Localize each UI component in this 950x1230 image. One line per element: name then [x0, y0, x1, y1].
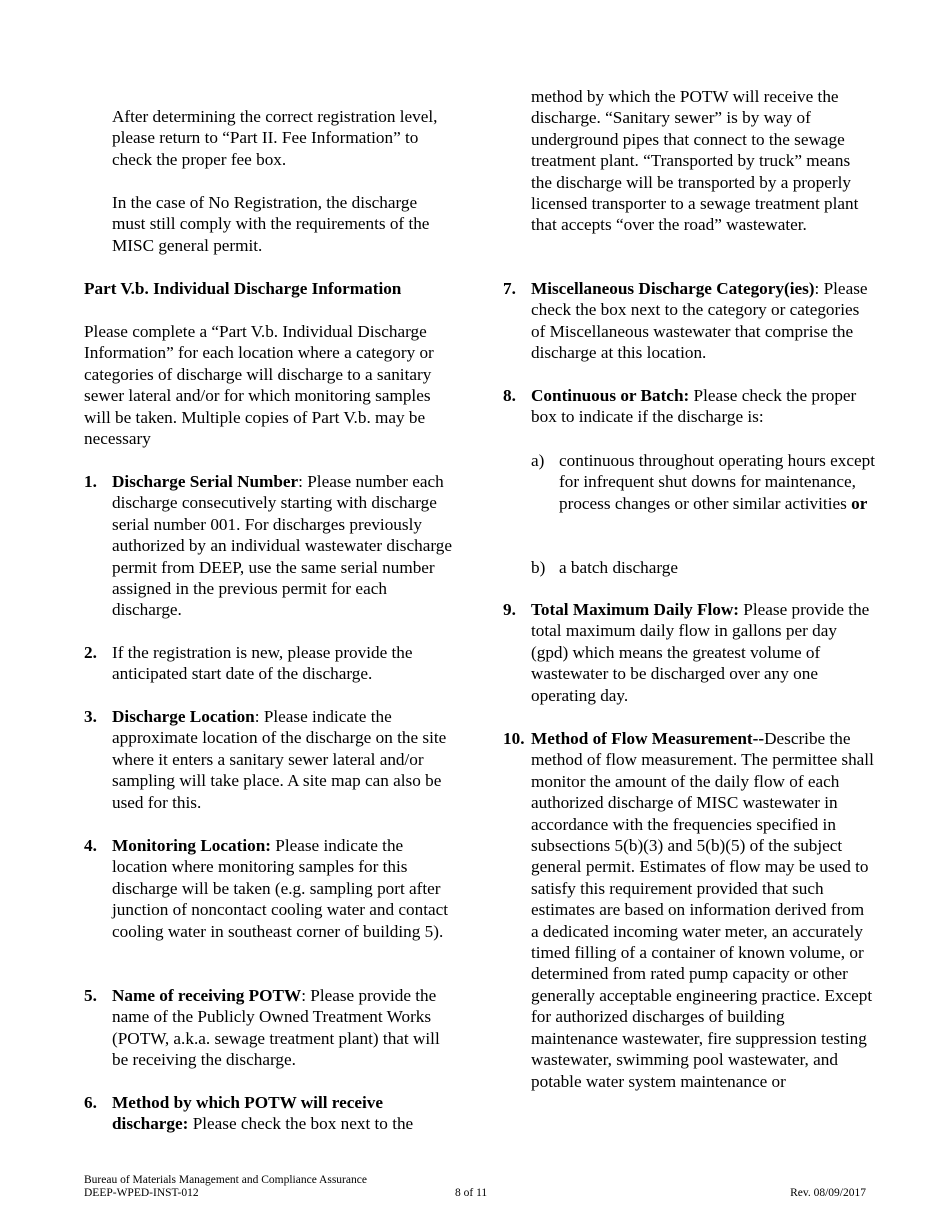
list-item-3	[84, 706, 454, 813]
item-text: : Please indicate the approximate location of the discharge on the site where it enters a sanitary sewer lateral and/or sampling will take place. A site map can also be used for this.	[112, 707, 447, 812]
item-title: Discharge Location	[112, 707, 255, 726]
footer-revision: Rev. 08/09/2017	[790, 1187, 866, 1199]
item-number: 2.	[84, 643, 97, 662]
item-title: Miscellaneous Discharge Category(ies)	[531, 279, 815, 298]
item-number: 3.	[84, 707, 97, 726]
item-title: Method of Flow Measurement--	[531, 729, 765, 748]
item-number: 9.	[503, 600, 516, 619]
footer-bureau: Bureau of Materials Management and Compliance Assurance	[84, 1174, 367, 1186]
item-title: Monitoring Location:	[112, 836, 271, 855]
item-number: 5.	[84, 986, 97, 1005]
list-item-10	[503, 728, 875, 1092]
list-item-9	[503, 599, 875, 706]
sub-item-text: continuous throughout operating hours except for infrequent shut downs for maintenance, process changes or other similar activities	[559, 451, 875, 513]
list-item-8	[503, 385, 875, 428]
sub-item-text: a batch discharge	[559, 558, 678, 577]
list-item-7	[503, 278, 875, 364]
item-text: : Please provide the name of the Publicly Owned Treatment Works (POTW, a.k.a. sewage treatment plant) that will be receiving the discharge.	[112, 986, 440, 1070]
item-text: If the registration is new, please provide the anticipated start date of the discharge.	[112, 643, 413, 684]
item-title: Total Maximum Daily Flow:	[531, 600, 739, 619]
list-item-5	[84, 985, 454, 1071]
no-registration-paragraph: In the case of No Registration, the discharge must still comply with the requirements of the MISC general permit.	[112, 193, 430, 255]
list-item-6	[84, 1092, 454, 1135]
list-item-1	[84, 471, 454, 621]
item-title: Name of receiving POTW	[112, 986, 302, 1005]
item-text: Please indicate the location where monitoring samples for this discharge will be taken (e.g. sampling port after junction of noncontact cooling water and contact cooling water in southeast corner of building 5).	[112, 836, 448, 941]
item-number: 6.	[84, 1093, 97, 1112]
item-text: Describe the method of flow measurement. The permittee shall monitor the amount of the daily flow of each authorized discharge of MISC wastewater in accordance with the frequencies specified in subsections 5(b)(3) and 5(b)(5) of the subject general permit. Estimates of flow may be used to satisfy this requirement provided that such estimates are based on information derived from a dedicated incoming water meter, an accurately timed filling of a container of known volume, or determined from rated pump capacity or other generally acceptable engineering practice. Except for authorized discharges of building maintenance wastewater, fire suppression testing wastewater, swimming pool wastewater, and potable water system maintenance or	[531, 729, 874, 1091]
item-title: Discharge Serial Number	[112, 472, 299, 491]
list-item-4	[84, 835, 454, 942]
intro-paragraph: Please complete a “Part V.b. Individual Discharge Information” for each location where a category or categories of discharge will discharge to a sanitary sewer lateral and/or for which monitoring samples will be taken. Multiple copies of Part V.b. may be necessary	[84, 322, 434, 449]
item-number: 4.	[84, 836, 97, 855]
item-text: Please check the proper box to indicate if the discharge is:	[531, 386, 857, 427]
item-6-continuation: method by which the POTW will receive the discharge. “Sanitary sewer” is by way of underground pipes that connect to the sewage treatment plant. “Transported by truck” means the discharge will be transported by a properly licensed transporter to a sewage treatment plant that accepts “over the road” wastewater.	[531, 87, 859, 235]
footer-page-number: 8 of 11	[455, 1187, 488, 1199]
item-number: 7.	[503, 279, 516, 298]
item-title: Method by which POTW will receive discharge:	[112, 1093, 384, 1134]
sub-item-b	[531, 557, 875, 578]
registration-level-paragraph: After determining the correct registration level, please return to “Part II. Fee Information” to check the proper fee box.	[112, 107, 438, 169]
item-text: Please check the box next to the	[188, 1114, 414, 1134]
item-title: Continuous or Batch:	[531, 386, 690, 405]
sub-item-bold: or	[851, 493, 868, 513]
item-number: 8.	[503, 386, 516, 405]
sub-item-a	[531, 450, 875, 514]
list-item-2	[84, 642, 454, 685]
sub-item-label: a)	[531, 451, 545, 470]
sub-item-label: b)	[531, 558, 546, 577]
item-text: : Please number each discharge consecutively starting with discharge serial number 001. For discharges previously authorized by an individual wastewater discharge permit from DEEP, use the same serial number assigned in the previous permit for each discharge.	[112, 472, 452, 620]
section-heading: Part V.b. Individual Discharge Information	[84, 279, 402, 298]
footer-left	[84, 1174, 367, 1200]
footer-doc-id: DEEP-WPED-INST-012	[84, 1187, 199, 1199]
item-text: Please provide the total maximum daily flow in gallons per day (gpd) which means the greatest volume of wastewater to be discharged over any one operating day.	[531, 600, 870, 705]
item-number: 1.	[84, 472, 97, 491]
item-text: : Please check the box next to the category or categories of Miscellaneous wastewater that comprise the discharge at this location.	[531, 279, 868, 363]
item-number: 10.	[503, 729, 525, 748]
